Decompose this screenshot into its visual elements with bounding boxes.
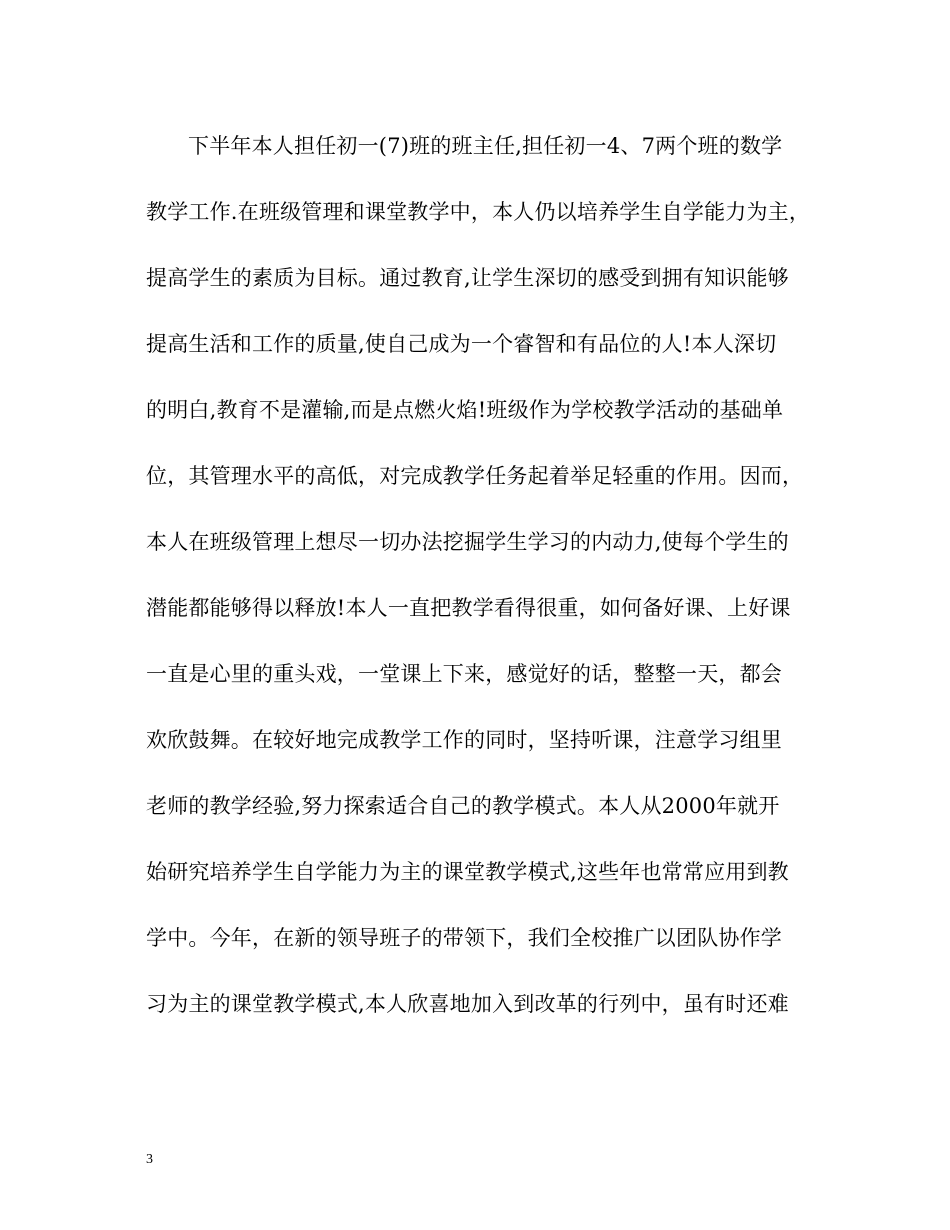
text-line-10: 欢欣鼓舞。在较好地完成教学工作的同时，坚持听课，注意学习组里 <box>146 728 782 752</box>
text-line-5: 的明白,教育不是灌输,而是点燃火焰!班级作为学校教学活动的基础单 <box>146 398 784 422</box>
page-number: 3 <box>146 1152 153 1167</box>
text-line-14: 习为主的课堂教学模式,本人欣喜地加入到改革的行列中，虽有时还难 <box>146 992 789 1016</box>
text-line-7: 本人在班级管理上想尽一切办法挖掘学生学习的内动力,使每个学生的 <box>146 530 789 554</box>
text-line-1: 下半年本人担任初一(7)班的班主任,担任初一4、7两个班的数学 <box>188 134 783 158</box>
text-line-13: 学中。今年，在新的领导班子的带领下，我们全校推广以团队协作学 <box>146 926 782 950</box>
text-line-9: 一直是心里的重头戏，一堂课上下来，感觉好的话，整整一天，都会 <box>146 662 782 686</box>
text-line-6: 位，其管理水平的高低，对完成教学任务起着举足轻重的作用。因而， <box>146 464 804 488</box>
text-line-2: 教学工作.在班级管理和课堂教学中，本人仍以培养学生自学能力为主， <box>146 200 811 224</box>
text-line-3: 提高学生的素质为目标。通过教育,让学生深切的感受到拥有知识能够 <box>146 266 789 290</box>
text-line-12: 始研究培养学生自学能力为主的课堂教学模式,这些年也常常应用到教 <box>146 860 789 884</box>
text-line-11: 老师的教学经验,努力探索适合自己的教学模式。本人从2000年就开 <box>146 794 780 818</box>
text-line-8: 潜能都能够得以释放!本人一直把教学看得很重，如何备好课、上好课 <box>146 596 791 620</box>
text-line-4: 提高生活和工作的质量,使自己成为一个睿智和有品位的人!本人深切 <box>146 332 777 356</box>
